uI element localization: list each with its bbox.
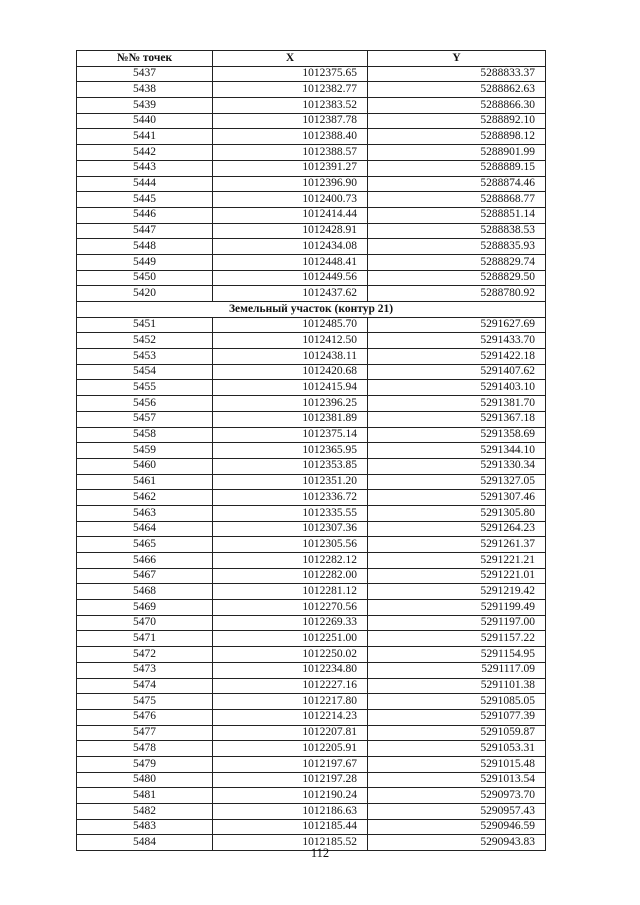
y-coordinate-cell: 5291407.62 [368,364,546,380]
table-row [77,553,546,569]
point-number-cell: 5460 [77,458,213,474]
point-number-cell: 5437 [77,66,213,82]
table-row [77,160,546,176]
y-coordinate-cell: 5288780.92 [368,286,546,302]
table-row [77,709,546,725]
x-coordinate-cell: 1012234.80 [213,662,368,678]
x-coordinate-cell: 1012307.36 [213,521,368,537]
y-coordinate-cell: 5291085.05 [368,694,546,710]
x-coordinate-cell: 1012437.62 [213,286,368,302]
y-coordinate-cell: 5291433.70 [368,333,546,349]
x-coordinate-cell: 1012375.65 [213,66,368,82]
y-coordinate-cell: 5291367.18 [368,411,546,427]
x-coordinate-cell: 1012400.73 [213,192,368,208]
table-row [77,788,546,804]
point-number-cell: 5454 [77,364,213,380]
x-coordinate-cell: 1012227.16 [213,678,368,694]
x-coordinate-cell: 1012428.91 [213,223,368,239]
section-title-row [77,302,546,318]
x-coordinate-cell: 1012415.94 [213,380,368,396]
point-number-cell: 5438 [77,82,213,98]
y-coordinate-cell: 5291403.10 [368,380,546,396]
table-row [77,427,546,443]
point-number-cell: 5470 [77,615,213,631]
y-coordinate-cell: 5291197.00 [368,615,546,631]
y-coordinate-cell: 5290957.43 [368,804,546,820]
point-number-cell: 5451 [77,317,213,333]
x-coordinate-cell: 1012388.40 [213,129,368,145]
x-coordinate-cell: 1012205.91 [213,741,368,757]
y-coordinate-cell: 5291157.22 [368,631,546,647]
header-point-number: №№ точек [77,51,213,67]
point-number-cell: 5476 [77,709,213,725]
x-coordinate-cell: 1012214.23 [213,709,368,725]
y-coordinate-cell: 5291077.39 [368,709,546,725]
x-coordinate-cell: 1012381.89 [213,411,368,427]
y-coordinate-cell: 5291307.46 [368,490,546,506]
y-coordinate-cell: 5291264.23 [368,521,546,537]
table-row [77,349,546,365]
point-number-cell: 5481 [77,788,213,804]
table-row [77,223,546,239]
y-coordinate-cell: 5288901.99 [368,145,546,161]
x-coordinate-cell: 1012207.81 [213,725,368,741]
x-coordinate-cell: 1012438.11 [213,349,368,365]
y-coordinate-cell: 5288838.53 [368,223,546,239]
y-coordinate-cell: 5291381.70 [368,396,546,412]
table-row [77,568,546,584]
point-number-cell: 5459 [77,443,213,459]
table-row [77,756,546,772]
y-coordinate-cell: 5291059.87 [368,725,546,741]
y-coordinate-cell: 5288835.93 [368,239,546,255]
x-coordinate-cell: 1012185.52 [213,835,368,851]
y-coordinate-cell: 5291305.80 [368,505,546,521]
table-row [77,804,546,820]
point-number-cell: 5455 [77,380,213,396]
table-row [77,458,546,474]
point-number-cell: 5480 [77,772,213,788]
x-coordinate-cell: 1012190.24 [213,788,368,804]
table-row [77,396,546,412]
x-coordinate-cell: 1012448.41 [213,254,368,270]
x-coordinate-cell: 1012305.56 [213,537,368,553]
table-row [77,254,546,270]
table-row [77,537,546,553]
table-row [77,741,546,757]
x-coordinate-cell: 1012186.63 [213,804,368,820]
table-row [77,647,546,663]
table-row [77,176,546,192]
table-row [77,694,546,710]
point-number-cell: 5464 [77,521,213,537]
x-coordinate-cell: 1012335.55 [213,505,368,521]
point-number-cell: 5471 [77,631,213,647]
y-coordinate-cell: 5291221.21 [368,553,546,569]
point-number-cell: 5473 [77,662,213,678]
y-coordinate-cell: 5288892.10 [368,113,546,129]
point-number-cell: 5452 [77,333,213,349]
y-coordinate-cell: 5288866.30 [368,98,546,114]
x-coordinate-cell: 1012387.78 [213,113,368,129]
x-coordinate-cell: 1012197.28 [213,772,368,788]
table-row [77,82,546,98]
section-title: Земельный участок (контур 21) [77,302,546,318]
table-row [77,333,546,349]
y-coordinate-cell: 5290973.70 [368,788,546,804]
x-coordinate-cell: 1012414.44 [213,207,368,223]
table-row [77,474,546,490]
table-row [77,631,546,647]
y-coordinate-cell: 5291330.34 [368,458,546,474]
y-coordinate-cell: 5288862.63 [368,82,546,98]
y-coordinate-cell: 5291013.54 [368,772,546,788]
point-number-cell: 5466 [77,553,213,569]
table-row [77,678,546,694]
point-number-cell: 5461 [77,474,213,490]
point-number-cell: 5447 [77,223,213,239]
y-coordinate-cell: 5288868.77 [368,192,546,208]
y-coordinate-cell: 5291261.37 [368,537,546,553]
point-number-cell: 5448 [77,239,213,255]
y-coordinate-cell: 5291117.09 [368,662,546,678]
x-coordinate-cell: 1012388.57 [213,145,368,161]
y-coordinate-cell: 5291015.48 [368,756,546,772]
y-coordinate-cell: 5291344.10 [368,443,546,459]
x-coordinate-cell: 1012382.77 [213,82,368,98]
table-row [77,600,546,616]
y-coordinate-cell: 5291154.95 [368,647,546,663]
point-number-cell: 5440 [77,113,213,129]
point-number-cell: 5450 [77,270,213,286]
x-coordinate-cell: 1012412.50 [213,333,368,349]
table-row [77,364,546,380]
point-number-cell: 5478 [77,741,213,757]
x-coordinate-cell: 1012282.00 [213,568,368,584]
table-row [77,286,546,302]
point-number-cell: 5482 [77,804,213,820]
y-coordinate-cell: 5288829.74 [368,254,546,270]
table-row [77,662,546,678]
table-row [77,615,546,631]
y-coordinate-cell: 5291358.69 [368,427,546,443]
point-number-cell: 5469 [77,600,213,616]
point-number-cell: 5462 [77,490,213,506]
x-coordinate-cell: 1012391.27 [213,160,368,176]
y-coordinate-cell: 5288833.37 [368,66,546,82]
point-number-cell: 5463 [77,505,213,521]
x-coordinate-cell: 1012420.68 [213,364,368,380]
table-header-row [77,51,546,67]
table-row [77,521,546,537]
table-row [77,207,546,223]
table-row [77,490,546,506]
x-coordinate-cell: 1012185.44 [213,819,368,835]
table-row [77,443,546,459]
x-coordinate-cell: 1012217.80 [213,694,368,710]
y-coordinate-cell: 5290943.83 [368,835,546,851]
y-coordinate-cell: 5288874.46 [368,176,546,192]
table-row [77,317,546,333]
y-coordinate-cell: 5291199.49 [368,600,546,616]
y-coordinate-cell: 5291219.42 [368,584,546,600]
point-number-cell: 5458 [77,427,213,443]
table-row [77,239,546,255]
table-row [77,380,546,396]
point-number-cell: 5484 [77,835,213,851]
point-number-cell: 5474 [77,678,213,694]
x-coordinate-cell: 1012383.52 [213,98,368,114]
x-coordinate-cell: 1012282.12 [213,553,368,569]
point-number-cell: 5456 [77,396,213,412]
x-coordinate-cell: 1012485.70 [213,317,368,333]
point-number-cell: 5477 [77,725,213,741]
point-number-cell: 5472 [77,647,213,663]
x-coordinate-cell: 1012396.25 [213,396,368,412]
x-coordinate-cell: 1012270.56 [213,600,368,616]
table-row [77,113,546,129]
table-row [77,411,546,427]
x-coordinate-cell: 1012434.08 [213,239,368,255]
x-coordinate-cell: 1012269.33 [213,615,368,631]
x-coordinate-cell: 1012449.56 [213,270,368,286]
y-coordinate-cell: 5291627.69 [368,317,546,333]
point-number-cell: 5453 [77,349,213,365]
header-y: Y [368,51,546,67]
point-number-cell: 5467 [77,568,213,584]
point-number-cell: 5441 [77,129,213,145]
table-row [77,819,546,835]
page-number: 112 [310,846,330,860]
point-number-cell: 5465 [77,537,213,553]
header-x: X [213,51,368,67]
x-coordinate-cell: 1012281.12 [213,584,368,600]
y-coordinate-cell: 5291327.05 [368,474,546,490]
table-row [77,98,546,114]
table-row [77,725,546,741]
table-row [77,505,546,521]
x-coordinate-cell: 1012250.02 [213,647,368,663]
x-coordinate-cell: 1012353.85 [213,458,368,474]
x-coordinate-cell: 1012365.95 [213,443,368,459]
x-coordinate-cell: 1012197.67 [213,756,368,772]
table-row [77,772,546,788]
table-row [77,584,546,600]
table-row [77,66,546,82]
y-coordinate-cell: 5291422.18 [368,349,546,365]
point-number-cell: 5468 [77,584,213,600]
point-number-cell: 5457 [77,411,213,427]
coordinates-table [76,50,546,851]
y-coordinate-cell: 5291101.38 [368,678,546,694]
point-number-cell: 5449 [77,254,213,270]
point-number-cell: 5446 [77,207,213,223]
y-coordinate-cell: 5291221.01 [368,568,546,584]
table-body [77,66,546,850]
table-row [77,192,546,208]
table-row [77,129,546,145]
point-number-cell: 5443 [77,160,213,176]
x-coordinate-cell: 1012396.90 [213,176,368,192]
point-number-cell: 5475 [77,694,213,710]
y-coordinate-cell: 5288889.15 [368,160,546,176]
point-number-cell: 5420 [77,286,213,302]
point-number-cell: 5479 [77,756,213,772]
point-number-cell: 5442 [77,145,213,161]
point-number-cell: 5445 [77,192,213,208]
point-number-cell: 5483 [77,819,213,835]
x-coordinate-cell: 1012351.20 [213,474,368,490]
table-row [77,145,546,161]
point-number-cell: 5439 [77,98,213,114]
x-coordinate-cell: 1012336.72 [213,490,368,506]
y-coordinate-cell: 5288829.50 [368,270,546,286]
x-coordinate-cell: 1012375.14 [213,427,368,443]
table-row [77,270,546,286]
y-coordinate-cell: 5288898.12 [368,129,546,145]
y-coordinate-cell: 5291053.31 [368,741,546,757]
y-coordinate-cell: 5288851.14 [368,207,546,223]
x-coordinate-cell: 1012251.00 [213,631,368,647]
point-number-cell: 5444 [77,176,213,192]
y-coordinate-cell: 5290946.59 [368,819,546,835]
